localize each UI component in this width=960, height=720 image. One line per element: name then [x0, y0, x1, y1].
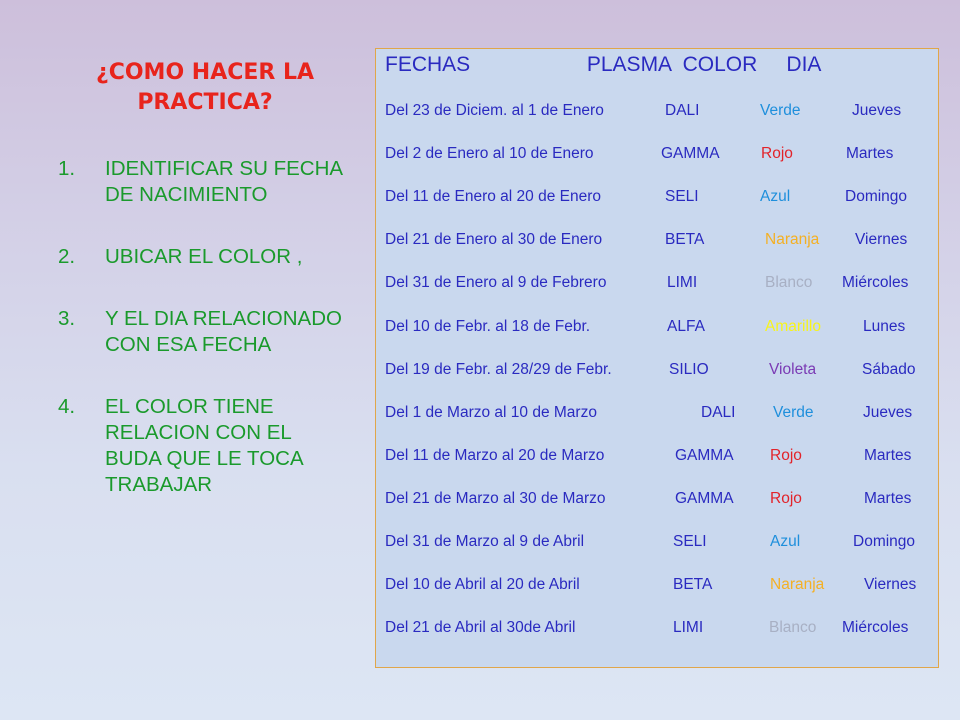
row-dia: Martes: [846, 145, 894, 163]
step-number: 2.: [58, 245, 76, 268]
row-plasma: LIMI: [667, 274, 698, 292]
row-dia: Martes: [864, 489, 912, 507]
table-row: [376, 145, 940, 165]
row-dia: Sábado: [862, 360, 916, 378]
step-item: [58, 394, 348, 498]
row-fecha: Del 11 de Enero al 20 de Enero: [385, 188, 602, 206]
dates-table-panel: [375, 48, 939, 668]
row-dia: Miércoles: [842, 619, 909, 637]
table-row: [376, 274, 940, 294]
row-plasma: SELI: [665, 188, 699, 206]
row-dia: Domingo: [853, 533, 916, 550]
row-plasma: SILIO: [669, 360, 709, 378]
row-plasma: SELI: [673, 533, 707, 550]
row-color: Amarillo: [765, 317, 821, 335]
step-number: 3.: [58, 307, 76, 330]
row-plasma: LIMI: [673, 619, 704, 637]
step-text: Y EL DIA RELACIONADO CON ESA FECHA: [105, 307, 342, 356]
row-plasma: GAMMA: [675, 446, 734, 464]
row-fecha: Del 10 de Abril al 20 de Abril: [385, 576, 580, 594]
step-item: [58, 306, 348, 358]
table-row: [376, 490, 940, 510]
row-color: Rojo: [770, 446, 802, 464]
row-dia: Jueves: [863, 403, 913, 421]
step-item: [58, 156, 348, 208]
table-row: [376, 404, 940, 424]
row-fecha: Del 31 de Marzo al 9 de Abril: [385, 533, 585, 550]
row-color: Azul: [770, 533, 801, 550]
row-fecha: Del 19 de Febr. al 28/29 de Febr.: [385, 360, 612, 378]
table-row: [376, 318, 940, 338]
row-dia: Lunes: [863, 317, 906, 335]
row-plasma: BETA: [665, 231, 705, 249]
row-fecha: Del 23 de Diciem. al 1 de Enero: [385, 102, 604, 119]
table-row: [376, 533, 940, 553]
steps-list: [58, 156, 348, 534]
row-plasma: GAMMA: [675, 489, 734, 507]
row-color: Blanco: [765, 274, 813, 292]
row-fecha: Del 10 de Febr. al 18 de Febr.: [385, 317, 591, 335]
step-text: IDENTIFICAR SU FECHA DE NACIMIENTO: [105, 157, 342, 206]
row-dia: Viernes: [864, 576, 917, 594]
row-fecha: Del 2 de Enero al 10 de Enero: [385, 145, 594, 163]
table-row: [376, 231, 940, 251]
table-row: [376, 447, 940, 467]
row-fecha: Del 1 de Marzo al 10 de Marzo: [385, 403, 597, 421]
row-plasma: BETA: [673, 576, 713, 594]
row-color: Azul: [760, 188, 791, 206]
row-color: Naranja: [770, 576, 825, 594]
table-row: [376, 576, 940, 596]
step-item: [58, 244, 348, 270]
table-row: [376, 361, 940, 381]
row-fecha: Del 21 de Marzo al 30 de Marzo: [385, 489, 606, 507]
step-number: 4.: [58, 395, 76, 418]
step-number: 1.: [58, 157, 76, 180]
row-plasma: ALFA: [667, 317, 705, 335]
row-color: Naranja: [765, 231, 820, 249]
table-header: FECHAS PLASMA COLOR DIA: [385, 53, 822, 76]
row-dia: Miércoles: [842, 274, 909, 292]
row-dia: Viernes: [855, 231, 908, 249]
row-fecha: Del 31 de Enero al 9 de Febrero: [385, 274, 607, 292]
row-color: Verde: [773, 403, 814, 421]
row-color: Verde: [760, 102, 801, 119]
table-row: [376, 188, 940, 208]
row-plasma: DALI: [701, 403, 736, 421]
row-plasma: GAMMA: [661, 145, 720, 163]
row-fecha: Del 21 de Enero al 30 de Enero: [385, 231, 603, 249]
row-dia: Jueves: [852, 102, 902, 119]
row-dia: Domingo: [845, 188, 908, 206]
row-color: Blanco: [769, 619, 817, 637]
table-row: [376, 619, 940, 639]
row-plasma: DALI: [665, 102, 700, 119]
step-text: EL COLOR TIENE RELACION CON EL BUDA QUE LE TOCA TRABAJAR: [105, 395, 303, 496]
row-color: Violeta: [769, 360, 817, 378]
row-fecha: Del 11 de Marzo al 20 de Marzo: [385, 446, 605, 464]
step-text: UBICAR EL COLOR ,: [105, 245, 303, 268]
row-color: Rojo: [770, 489, 802, 507]
row-dia: Martes: [864, 446, 912, 464]
row-fecha: Del 21 de Abril al 30de Abril: [385, 619, 576, 637]
table-row: [376, 102, 940, 122]
row-color: Rojo: [761, 145, 793, 163]
page-title: ¿COMO HACER LA PRACTICA?: [95, 60, 315, 115]
